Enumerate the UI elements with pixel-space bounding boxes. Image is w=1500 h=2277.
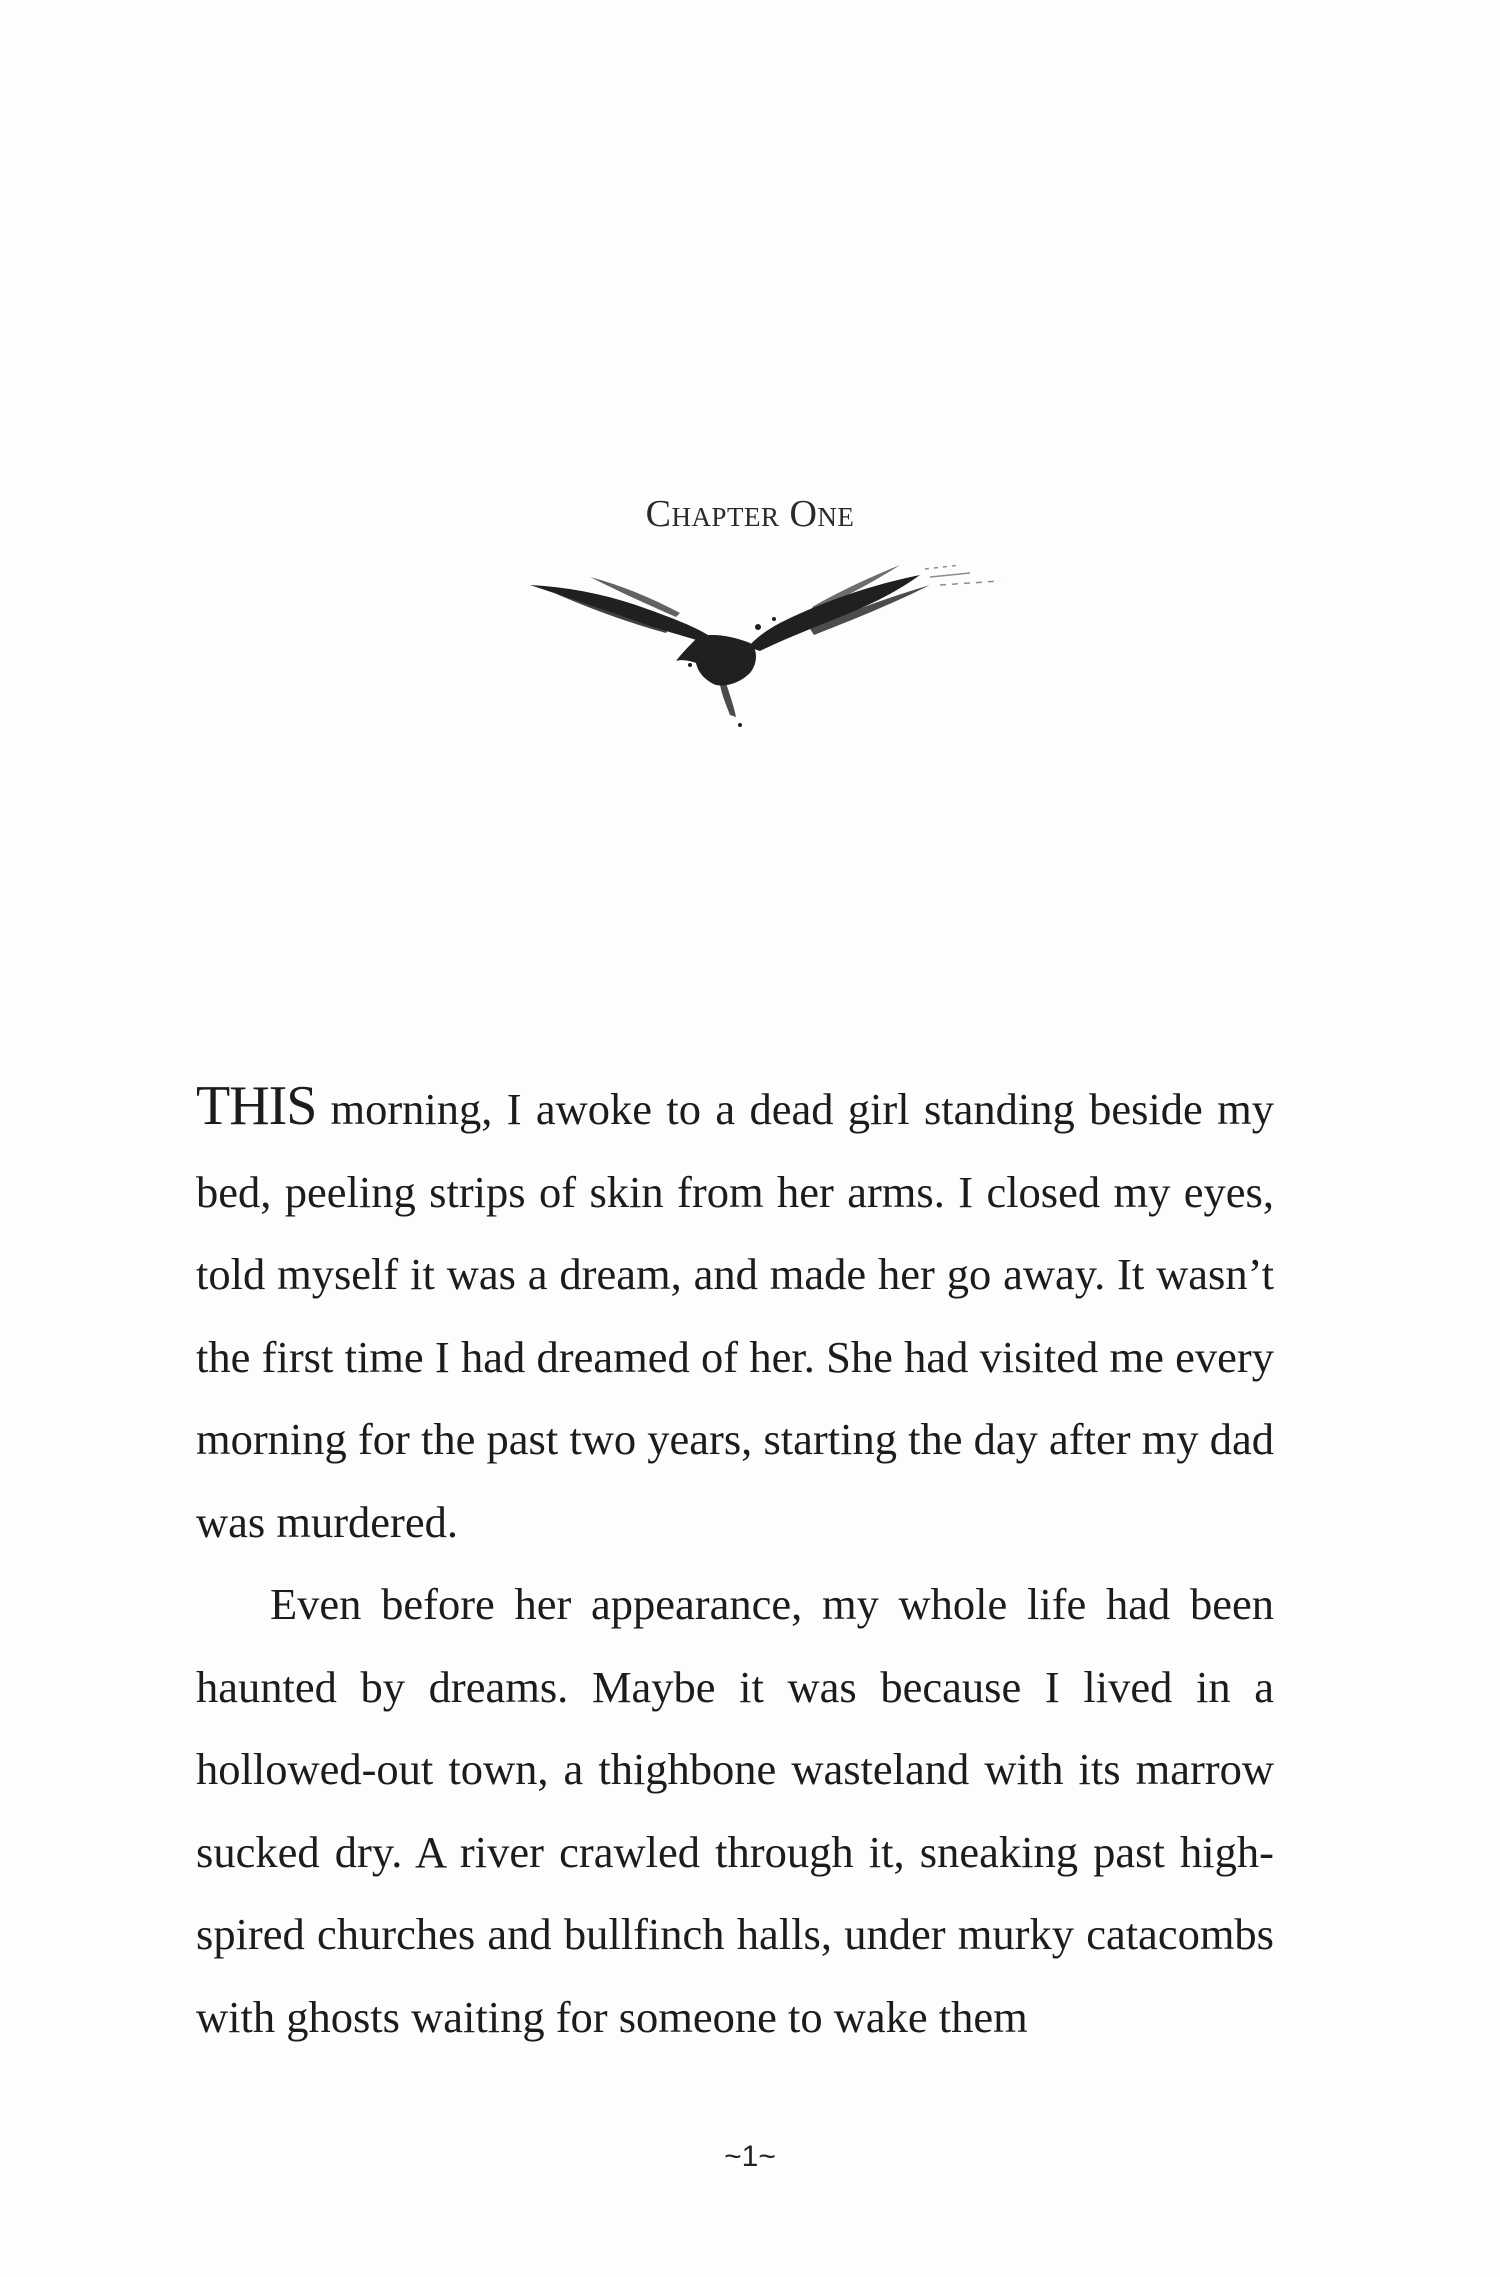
raven-icon bbox=[530, 555, 1010, 735]
paragraph-1-text: morning, I awoke to a dead girl standing beside my bed, peeling strips of skin from her arms. I closed my eyes, told myself it was a dream, and made her go away. It wasn’t the first time I had dreamed of her. She had visited me every morning for the past two years, starting the day after my dad was murdered. bbox=[196, 1084, 1274, 1547]
paragraph-1 bbox=[196, 1065, 1274, 1563]
paragraph-2: Even before her appearance, my whole life had been haunted by dreams. Maybe it was because I lived in a hollowed-out town, a thighbone wasteland with its marrow sucked dry. A river crawled through it, sneaking past high-spired churches and bullfinch halls, under murky catacombs with ghosts waiting for someone to wake them bbox=[196, 1579, 1274, 2042]
opening-word: THIS bbox=[196, 1075, 317, 1137]
chapter-heading: Chapter One bbox=[645, 493, 855, 535]
chapter-body bbox=[196, 1065, 1274, 2058]
page-number: ~1~ bbox=[724, 2140, 776, 2173]
